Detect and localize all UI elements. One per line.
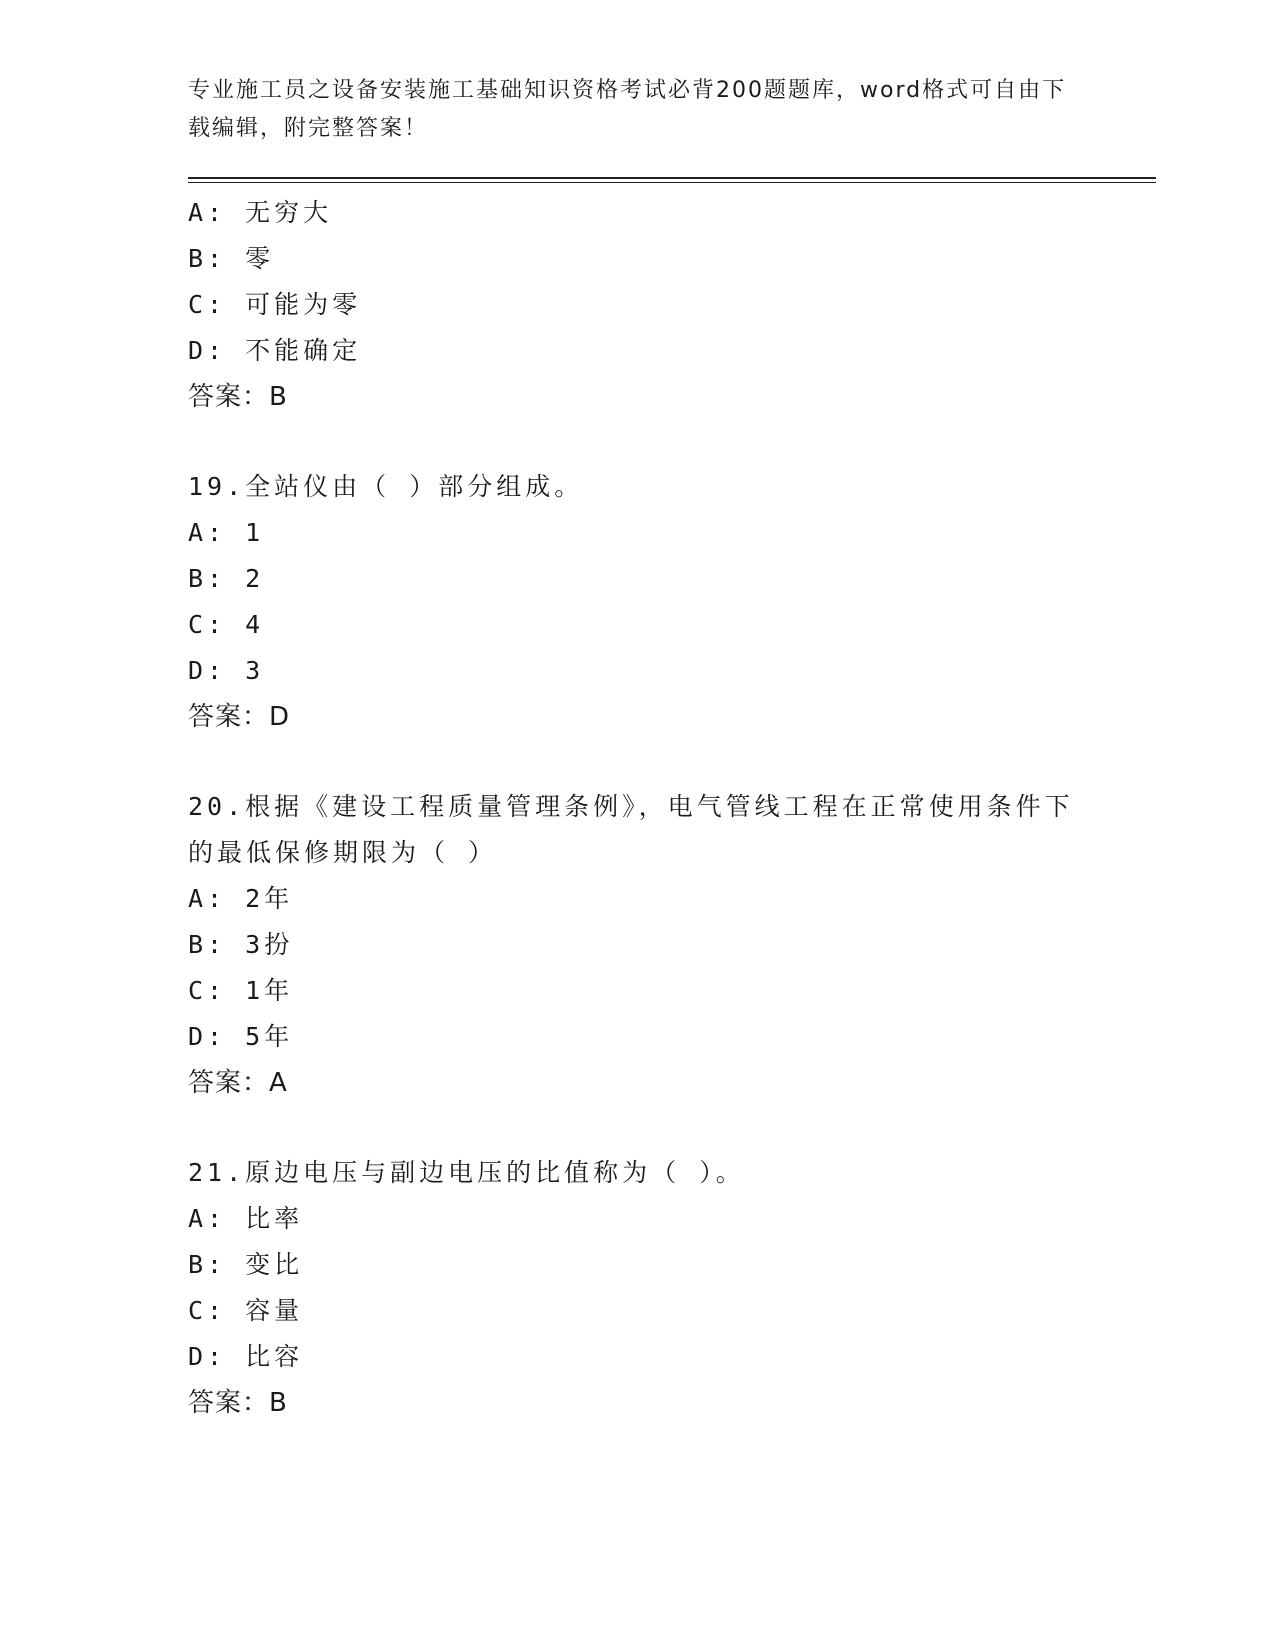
header-divider-thick: [188, 177, 1156, 179]
question-block-20: [188, 784, 1088, 1106]
option-d: D: 5年: [188, 1022, 294, 1051]
answer-line: 答案：B: [188, 382, 288, 412]
option-c: C: 可能为零: [188, 290, 362, 319]
option-a: A: 1: [188, 518, 265, 547]
answer-line: 答案：A: [188, 1068, 288, 1098]
option-b: B: 变比: [188, 1250, 304, 1279]
option-c: C: 1年: [188, 976, 294, 1005]
answer-line: 答案：B: [188, 1388, 288, 1418]
question-block-21: [188, 1150, 1088, 1426]
option-a: A: 2年: [188, 884, 294, 913]
option-b: B: 2: [188, 564, 265, 593]
question-block-continued: [188, 190, 1088, 420]
option-c: C: 4: [188, 610, 265, 639]
document-header: 专业施工员之设备安装施工基础知识资格考试必背200题题库，word格式可自由下载编辑，附完整答案！: [188, 78, 1067, 141]
option-d: D: 不能确定: [188, 336, 362, 365]
option-d: D: 3: [188, 656, 265, 685]
option-c: C: 容量: [188, 1296, 304, 1325]
option-d: D: 比容: [188, 1342, 304, 1371]
option-b: B: 3扮: [188, 930, 294, 959]
option-a: A: 比率: [188, 1204, 304, 1233]
question-block-19: [188, 464, 1088, 740]
header-divider-thin: [188, 182, 1156, 183]
question-stem: 19.全站仪由（ ）部分组成。: [188, 472, 584, 501]
question-stem: 21.原边电压与副边电压的比值称为（ ）。: [188, 1158, 745, 1187]
question-stem: 20.根据《建设工程质量管理条例》，电气管线工程在正常使用条件下的最低保修期限为（ ）: [188, 792, 1074, 867]
option-b: B: 零: [188, 244, 275, 273]
option-a: A: 无穷大: [188, 198, 333, 227]
question-list: [188, 190, 1088, 1426]
answer-line: 答案：D: [188, 702, 291, 732]
